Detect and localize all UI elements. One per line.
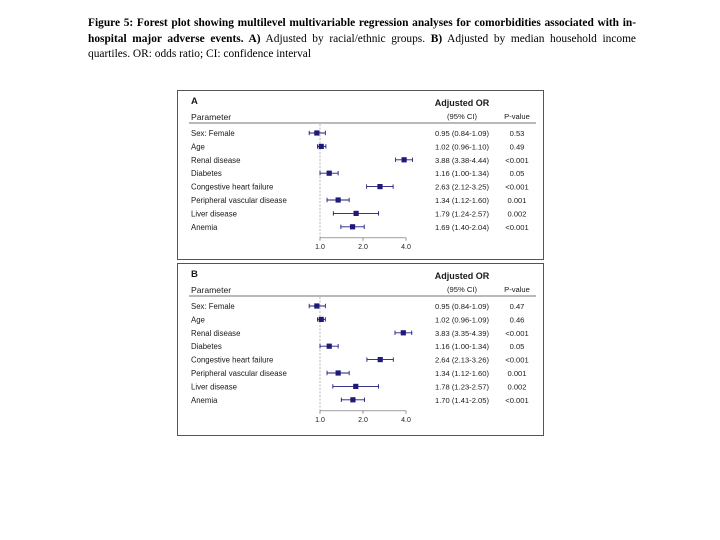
forest-panel-a <box>177 90 544 260</box>
header-ci: (95% CI) <box>447 112 477 121</box>
x-tick-label: 1.0 <box>315 243 325 251</box>
row-p-value-label: 0.46 <box>509 315 525 325</box>
row-or-ci-label: 1.78 (1.23-2.57) <box>434 382 490 392</box>
row-or-ci-label: 1.16 (1.00-1.34) <box>434 342 490 352</box>
header-p-value: P-value <box>504 285 530 294</box>
header-adjusted-or: Adjusted OR <box>434 271 490 281</box>
row-or-ci-label: 0.95 (0.84-1.09) <box>434 129 490 138</box>
x-tick-label: 4.0 <box>401 416 411 424</box>
or-point-marker <box>378 357 383 362</box>
or-point-marker <box>354 211 359 216</box>
row-parameter-label: Congestive heart failure <box>191 182 274 192</box>
row-p-value-label: <0.001 <box>505 328 529 338</box>
row-parameter-label: Sex: Female <box>191 129 235 138</box>
row-p-value-label: <0.001 <box>505 395 529 405</box>
panel-label: A <box>191 96 198 107</box>
row-parameter-label: Anemia <box>191 395 218 405</box>
row-p-value-label: 0.001 <box>507 369 527 378</box>
row-or-ci-label: 3.83 (3.35-4.39) <box>434 328 490 338</box>
row-p-value-label: <0.001 <box>505 182 529 192</box>
header-p-value: P-value <box>504 112 530 121</box>
row-or-ci-label: 1.79 (1.24-2.57) <box>434 209 490 219</box>
row-p-value-label: <0.001 <box>505 355 529 365</box>
or-point-marker <box>350 224 355 229</box>
row-parameter-label: Renal disease <box>191 328 241 338</box>
row-parameter-label: Anemia <box>191 222 218 232</box>
row-p-value-label: 0.47 <box>509 302 525 311</box>
row-p-value-label: 0.49 <box>509 142 525 152</box>
row-parameter-label: Liver disease <box>191 382 237 392</box>
header-parameter: Parameter <box>191 285 232 295</box>
figure-caption <box>88 16 636 63</box>
row-or-ci-label: 1.34 (1.12-1.60) <box>434 196 490 205</box>
row-or-ci-label: 3.88 (3.38-4.44) <box>434 155 490 165</box>
row-p-value-label: 0.05 <box>509 342 525 352</box>
row-or-ci-label: 1.70 (1.41-2.05) <box>434 395 490 405</box>
header-ci: (95% CI) <box>447 285 477 294</box>
or-point-marker <box>401 330 406 335</box>
row-p-value-label: <0.001 <box>505 155 529 165</box>
header-parameter: Parameter <box>191 112 232 122</box>
row-parameter-label: Liver disease <box>191 209 237 219</box>
row-or-ci-label: 2.63 (2.12-3.25) <box>434 182 490 192</box>
row-parameter-label: Peripheral vascular disease <box>191 196 287 205</box>
row-p-value-label: 0.53 <box>509 129 525 138</box>
caption-bold: Figure 5: Forest plot showing multilevel multivariable regression analyses for comorbidities associated with in-hospital major adverse events. A) <box>88 17 636 45</box>
row-p-value-label: 0.002 <box>507 209 527 219</box>
row-or-ci-label: 1.34 (1.12-1.60) <box>434 369 490 378</box>
or-point-marker <box>319 317 324 322</box>
forest-plot-b <box>178 264 543 435</box>
or-point-marker <box>336 370 341 375</box>
row-or-ci-label: 1.69 (1.40-2.04) <box>434 222 490 232</box>
row-or-ci-label: 2.64 (2.13-3.26) <box>434 355 490 365</box>
x-tick-label: 4.0 <box>401 243 411 251</box>
x-tick-label: 2.0 <box>358 243 368 251</box>
or-point-marker <box>327 344 332 349</box>
forest-plot-a <box>178 91 543 259</box>
panel-label: B <box>191 269 198 280</box>
or-point-marker <box>350 397 355 402</box>
forest-panel-b <box>177 263 544 436</box>
or-point-marker <box>377 184 382 189</box>
row-parameter-label: Renal disease <box>191 155 241 165</box>
row-p-value-label: 0.001 <box>507 196 527 205</box>
row-or-ci-label: 0.95 (0.84-1.09) <box>434 302 490 311</box>
row-or-ci-label: 1.02 (0.96-1.10) <box>434 142 490 152</box>
row-parameter-label: Diabetes <box>191 342 222 352</box>
row-parameter-label: Congestive heart failure <box>191 355 274 365</box>
caption-text-a: Adjusted by racial/ethnic groups. <box>260 32 431 45</box>
or-point-marker <box>336 197 341 202</box>
x-tick-label: 1.0 <box>315 416 325 424</box>
row-parameter-label: Age <box>191 142 205 152</box>
row-parameter-label: Sex: Female <box>191 302 235 311</box>
or-point-marker <box>353 384 358 389</box>
caption-text-b: Adjusted by median household income quartiles. OR: odds ratio; CI: confidence interval <box>88 32 636 60</box>
row-or-ci-label: 1.16 (1.00-1.34) <box>434 169 490 179</box>
x-tick-label: 2.0 <box>358 416 368 424</box>
row-p-value-label: 0.002 <box>507 382 527 392</box>
row-or-ci-label: 1.02 (0.96-1.09) <box>434 315 490 325</box>
row-parameter-label: Peripheral vascular disease <box>191 369 287 378</box>
row-parameter-label: Diabetes <box>191 169 222 179</box>
or-point-marker <box>314 303 319 308</box>
or-point-marker <box>327 171 332 176</box>
row-p-value-label: <0.001 <box>505 222 529 232</box>
or-point-marker <box>319 144 324 149</box>
header-adjusted-or: Adjusted OR <box>434 98 490 108</box>
caption-bold-b: B) <box>430 32 443 45</box>
row-parameter-label: Age <box>191 315 205 325</box>
or-point-marker <box>314 130 319 135</box>
row-p-value-label: 0.05 <box>509 169 525 179</box>
or-point-marker <box>402 157 407 162</box>
